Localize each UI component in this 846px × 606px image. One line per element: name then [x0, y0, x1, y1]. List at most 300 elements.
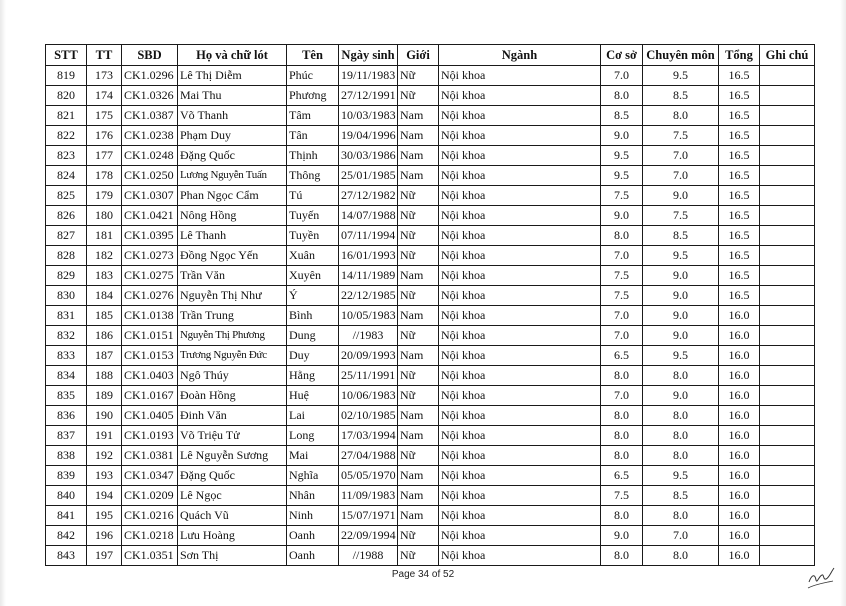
- cell-co-so: 7.5: [601, 286, 643, 306]
- table-row: [46, 186, 815, 206]
- cell-chuyen-mon: 7.0: [643, 166, 719, 186]
- cell-tt: 176: [87, 126, 122, 146]
- cell-co-so: 7.0: [601, 66, 643, 86]
- table-row: [46, 506, 815, 526]
- cell-tong: 16.0: [719, 326, 760, 346]
- header-ten: Tên: [287, 45, 339, 66]
- table-row: [46, 446, 815, 466]
- cell-tt: 175: [87, 106, 122, 126]
- cell-ten: Thông: [287, 166, 339, 186]
- cell-sbd: CK1.0403: [122, 366, 178, 386]
- cell-ho-va-chu-lot: Ngô Thúy: [178, 366, 287, 386]
- cell-ghi-chu: [760, 286, 815, 306]
- cell-tt: 195: [87, 506, 122, 526]
- handwritten-signature-icon: [806, 562, 836, 590]
- cell-ghi-chu: [760, 366, 815, 386]
- cell-gioi: Nam: [398, 166, 439, 186]
- cell-chuyen-mon: 8.0: [643, 506, 719, 526]
- cell-tong: 16.0: [719, 506, 760, 526]
- cell-gioi: Nam: [398, 266, 439, 286]
- cell-tong: 16.5: [719, 266, 760, 286]
- cell-sbd: CK1.0405: [122, 406, 178, 426]
- cell-ho-va-chu-lot: Quách Vũ: [178, 506, 287, 526]
- table-header-row: [46, 45, 815, 66]
- cell-ten: Nhân: [287, 486, 339, 506]
- cell-nganh: Nội khoa: [439, 386, 601, 406]
- cell-ten: Nghĩa: [287, 466, 339, 486]
- cell-tt: 192: [87, 446, 122, 466]
- cell-gioi: Nam: [398, 486, 439, 506]
- cell-ho-va-chu-lot: Lương Nguyễn Tuấn: [178, 166, 287, 186]
- cell-ngay-sinh: 14/07/1988: [339, 206, 398, 226]
- cell-ten: Xuân: [287, 246, 339, 266]
- cell-co-so: 9.0: [601, 526, 643, 546]
- cell-nganh: Nội khoa: [439, 306, 601, 326]
- cell-sbd: CK1.0193: [122, 426, 178, 446]
- cell-co-so: 6.5: [601, 346, 643, 366]
- cell-nganh: Nội khoa: [439, 146, 601, 166]
- cell-ghi-chu: [760, 266, 815, 286]
- cell-chuyen-mon: 7.0: [643, 526, 719, 546]
- cell-ghi-chu: [760, 486, 815, 506]
- cell-nganh: Nội khoa: [439, 86, 601, 106]
- cell-stt: 825: [46, 186, 87, 206]
- table-row: [46, 346, 815, 366]
- cell-gioi: Nam: [398, 126, 439, 146]
- cell-nganh: Nội khoa: [439, 66, 601, 86]
- cell-ngay-sinh: 10/05/1983: [339, 306, 398, 326]
- cell-tong: 16.0: [719, 366, 760, 386]
- cell-chuyen-mon: 7.5: [643, 126, 719, 146]
- cell-ghi-chu: [760, 506, 815, 526]
- cell-chuyen-mon: 9.5: [643, 466, 719, 486]
- cell-tong: 16.5: [719, 226, 760, 246]
- cell-sbd: CK1.0273: [122, 246, 178, 266]
- cell-ngay-sinh: 11/09/1983: [339, 486, 398, 506]
- cell-tt: 181: [87, 226, 122, 246]
- table-row: [46, 366, 815, 386]
- header-tong: Tổng: [719, 45, 760, 66]
- cell-stt: 833: [46, 346, 87, 366]
- cell-ngay-sinh: 17/03/1994: [339, 426, 398, 446]
- cell-ten: Thịnh: [287, 146, 339, 166]
- cell-co-so: 6.5: [601, 466, 643, 486]
- cell-ghi-chu: [760, 526, 815, 546]
- cell-chuyen-mon: 9.0: [643, 326, 719, 346]
- cell-tt: 189: [87, 386, 122, 406]
- cell-co-so: 7.5: [601, 266, 643, 286]
- cell-tt: 184: [87, 286, 122, 306]
- cell-stt: 838: [46, 446, 87, 466]
- cell-ghi-chu: [760, 86, 815, 106]
- cell-ho-va-chu-lot: Trương Nguyễn Đức: [178, 346, 287, 366]
- cell-sbd: CK1.0307: [122, 186, 178, 206]
- cell-stt: 835: [46, 386, 87, 406]
- cell-nganh: Nội khoa: [439, 326, 601, 346]
- cell-ngay-sinh: 19/11/1983: [339, 66, 398, 86]
- cell-gioi: Nam: [398, 146, 439, 166]
- cell-gioi: Nữ: [398, 386, 439, 406]
- cell-ghi-chu: [760, 186, 815, 206]
- cell-ngay-sinh: //1988: [339, 546, 398, 566]
- cell-co-so: 9.5: [601, 166, 643, 186]
- table-body: [46, 66, 815, 566]
- cell-stt: 830: [46, 286, 87, 306]
- cell-chuyen-mon: 9.5: [643, 246, 719, 266]
- cell-gioi: Nam: [398, 346, 439, 366]
- cell-gioi: Nam: [398, 306, 439, 326]
- cell-tt: 191: [87, 426, 122, 446]
- cell-ghi-chu: [760, 126, 815, 146]
- table-row: [46, 126, 815, 146]
- cell-ho-va-chu-lot: Nguyễn Thị Phương: [178, 326, 287, 346]
- cell-ngay-sinh: 15/07/1971: [339, 506, 398, 526]
- cell-tong: 16.0: [719, 526, 760, 546]
- cell-tong: 16.5: [719, 186, 760, 206]
- cell-ghi-chu: [760, 326, 815, 346]
- cell-ten: Tú: [287, 186, 339, 206]
- cell-ghi-chu: [760, 166, 815, 186]
- cell-chuyen-mon: 8.5: [643, 486, 719, 506]
- cell-tt: 193: [87, 466, 122, 486]
- cell-ngay-sinh: 22/12/1985: [339, 286, 398, 306]
- cell-chuyen-mon: 9.5: [643, 346, 719, 366]
- cell-co-so: 7.5: [601, 486, 643, 506]
- header-chuyen-mon: Chuyên môn: [643, 45, 719, 66]
- cell-ho-va-chu-lot: Lưu Hoàng: [178, 526, 287, 546]
- cell-stt: 822: [46, 126, 87, 146]
- cell-sbd: CK1.0381: [122, 446, 178, 466]
- cell-co-so: 8.0: [601, 226, 643, 246]
- cell-nganh: Nội khoa: [439, 166, 601, 186]
- cell-sbd: CK1.0387: [122, 106, 178, 126]
- cell-nganh: Nội khoa: [439, 466, 601, 486]
- cell-sbd: CK1.0167: [122, 386, 178, 406]
- cell-chuyen-mon: 9.0: [643, 386, 719, 406]
- header-ghi-chu: Ghi chú: [760, 45, 815, 66]
- cell-stt: 840: [46, 486, 87, 506]
- cell-nganh: Nội khoa: [439, 266, 601, 286]
- cell-sbd: CK1.0248: [122, 146, 178, 166]
- cell-ngay-sinh: 07/11/1994: [339, 226, 398, 246]
- header-gioi: Giới: [398, 45, 439, 66]
- cell-chuyen-mon: 8.0: [643, 446, 719, 466]
- cell-ghi-chu: [760, 246, 815, 266]
- cell-ten: Bình: [287, 306, 339, 326]
- cell-gioi: Nữ: [398, 546, 439, 566]
- cell-ho-va-chu-lot: Lê Nguyễn Sương: [178, 446, 287, 466]
- table-row: [46, 246, 815, 266]
- cell-nganh: Nội khoa: [439, 286, 601, 306]
- cell-ngay-sinh: 27/04/1988: [339, 446, 398, 466]
- cell-tt: 187: [87, 346, 122, 366]
- cell-ngay-sinh: 14/11/1989: [339, 266, 398, 286]
- cell-ho-va-chu-lot: Đồng Ngọc Yến: [178, 246, 287, 266]
- cell-ten: Tuyến: [287, 206, 339, 226]
- cell-co-so: 8.0: [601, 506, 643, 526]
- cell-ngay-sinh: 02/10/1985: [339, 406, 398, 426]
- table-row: [46, 166, 815, 186]
- cell-gioi: Nam: [398, 406, 439, 426]
- cell-ghi-chu: [760, 346, 815, 366]
- cell-chuyen-mon: 8.0: [643, 366, 719, 386]
- table-row: [46, 66, 815, 86]
- cell-tt: 177: [87, 146, 122, 166]
- cell-sbd: CK1.0153: [122, 346, 178, 366]
- cell-sbd: CK1.0218: [122, 526, 178, 546]
- cell-stt: 829: [46, 266, 87, 286]
- cell-sbd: CK1.0276: [122, 286, 178, 306]
- score-table: [45, 44, 815, 566]
- cell-chuyen-mon: 9.5: [643, 66, 719, 86]
- cell-ngay-sinh: //1983: [339, 326, 398, 346]
- cell-co-so: 8.5: [601, 106, 643, 126]
- header-nganh: Ngành: [439, 45, 601, 66]
- cell-co-so: 7.0: [601, 246, 643, 266]
- cell-ngay-sinh: 22/09/1994: [339, 526, 398, 546]
- cell-gioi: Nam: [398, 426, 439, 446]
- cell-stt: 841: [46, 506, 87, 526]
- header-tt: TT: [87, 45, 122, 66]
- cell-ten: Tuyền: [287, 226, 339, 246]
- cell-ho-va-chu-lot: Đoàn Hồng: [178, 386, 287, 406]
- cell-tt: 182: [87, 246, 122, 266]
- cell-ngay-sinh: 05/05/1970: [339, 466, 398, 486]
- cell-ho-va-chu-lot: Võ Triệu Tử: [178, 426, 287, 446]
- cell-ho-va-chu-lot: Mai Thu: [178, 86, 287, 106]
- cell-stt: 820: [46, 86, 87, 106]
- cell-nganh: Nội khoa: [439, 406, 601, 426]
- cell-tt: 173: [87, 66, 122, 86]
- cell-ngay-sinh: 10/03/1983: [339, 106, 398, 126]
- cell-nganh: Nội khoa: [439, 186, 601, 206]
- cell-tong: 16.5: [719, 106, 760, 126]
- table-row: [46, 326, 815, 346]
- cell-tong: 16.0: [719, 386, 760, 406]
- cell-stt: 828: [46, 246, 87, 266]
- table-row: [46, 386, 815, 406]
- table-row: [46, 266, 815, 286]
- cell-tt: 194: [87, 486, 122, 506]
- cell-co-so: 8.0: [601, 86, 643, 106]
- cell-ngay-sinh: 27/12/1982: [339, 186, 398, 206]
- cell-tt: 197: [87, 546, 122, 566]
- cell-tong: 16.0: [719, 346, 760, 366]
- cell-ho-va-chu-lot: Đặng Quốc: [178, 466, 287, 486]
- cell-tong: 16.5: [719, 126, 760, 146]
- cell-gioi: Nữ: [398, 186, 439, 206]
- cell-chuyen-mon: 9.0: [643, 306, 719, 326]
- header-ngay-sinh: Ngày sinh: [339, 45, 398, 66]
- cell-ghi-chu: [760, 446, 815, 466]
- cell-chuyen-mon: 8.0: [643, 406, 719, 426]
- cell-gioi: Nam: [398, 466, 439, 486]
- cell-co-so: 8.0: [601, 546, 643, 566]
- cell-tt: 179: [87, 186, 122, 206]
- cell-tong: 16.0: [719, 546, 760, 566]
- cell-ten: Dung: [287, 326, 339, 346]
- cell-chuyen-mon: 7.0: [643, 146, 719, 166]
- cell-sbd: CK1.0238: [122, 126, 178, 146]
- cell-tong: 16.5: [719, 86, 760, 106]
- cell-tong: 16.0: [719, 406, 760, 426]
- cell-ghi-chu: [760, 406, 815, 426]
- cell-nganh: Nội khoa: [439, 206, 601, 226]
- cell-stt: 821: [46, 106, 87, 126]
- cell-ho-va-chu-lot: Nông Hồng: [178, 206, 287, 226]
- cell-tong: 16.5: [719, 66, 760, 86]
- cell-co-so: 9.0: [601, 206, 643, 226]
- cell-stt: 824: [46, 166, 87, 186]
- cell-nganh: Nội khoa: [439, 106, 601, 126]
- cell-ho-va-chu-lot: Nguyễn Thị Như: [178, 286, 287, 306]
- cell-stt: 823: [46, 146, 87, 166]
- cell-ho-va-chu-lot: Đặng Quốc: [178, 146, 287, 166]
- cell-gioi: Nữ: [398, 326, 439, 346]
- cell-tt: 183: [87, 266, 122, 286]
- cell-gioi: Nữ: [398, 206, 439, 226]
- cell-ghi-chu: [760, 466, 815, 486]
- cell-tt: 186: [87, 326, 122, 346]
- cell-sbd: CK1.0216: [122, 506, 178, 526]
- cell-stt: 819: [46, 66, 87, 86]
- table-row: [46, 286, 815, 306]
- table-row: [46, 86, 815, 106]
- cell-ho-va-chu-lot: Sơn Thị: [178, 546, 287, 566]
- cell-tong: 16.0: [719, 446, 760, 466]
- cell-tt: 174: [87, 86, 122, 106]
- cell-ten: Ninh: [287, 506, 339, 526]
- cell-ho-va-chu-lot: Trần Trung: [178, 306, 287, 326]
- table-row: [46, 406, 815, 426]
- header-ho-va-chu-lot: Họ và chữ lót: [178, 45, 287, 66]
- cell-chuyen-mon: 8.0: [643, 106, 719, 126]
- cell-tt: 180: [87, 206, 122, 226]
- cell-tt: 178: [87, 166, 122, 186]
- cell-gioi: Nữ: [398, 66, 439, 86]
- cell-sbd: CK1.0347: [122, 466, 178, 486]
- cell-nganh: Nội khoa: [439, 486, 601, 506]
- cell-co-so: 9.0: [601, 126, 643, 146]
- cell-chuyen-mon: 7.5: [643, 206, 719, 226]
- cell-ngay-sinh: 16/01/1993: [339, 246, 398, 266]
- cell-sbd: CK1.0209: [122, 486, 178, 506]
- table-row: [46, 306, 815, 326]
- cell-ho-va-chu-lot: Lê Ngọc: [178, 486, 287, 506]
- table-row: [46, 146, 815, 166]
- header-co-so: Cơ sở: [601, 45, 643, 66]
- cell-sbd: CK1.0138: [122, 306, 178, 326]
- header-stt: STT: [46, 45, 87, 66]
- cell-stt: 826: [46, 206, 87, 226]
- cell-sbd: CK1.0351: [122, 546, 178, 566]
- table-row: [46, 546, 815, 566]
- cell-tong: 16.5: [719, 146, 760, 166]
- cell-ngay-sinh: 25/01/1985: [339, 166, 398, 186]
- cell-ho-va-chu-lot: Lê Thị Diễm: [178, 66, 287, 86]
- cell-co-so: 8.0: [601, 426, 643, 446]
- cell-sbd: CK1.0250: [122, 166, 178, 186]
- cell-tt: 188: [87, 366, 122, 386]
- cell-ngay-sinh: 25/11/1991: [339, 366, 398, 386]
- cell-gioi: Nữ: [398, 366, 439, 386]
- cell-ghi-chu: [760, 386, 815, 406]
- cell-gioi: Nữ: [398, 286, 439, 306]
- cell-ten: Tân: [287, 126, 339, 146]
- table-row: [46, 206, 815, 226]
- cell-tong: 16.0: [719, 426, 760, 446]
- cell-nganh: Nội khoa: [439, 426, 601, 446]
- cell-tong: 16.5: [719, 206, 760, 226]
- cell-tong: 16.0: [719, 486, 760, 506]
- table-row: [46, 106, 815, 126]
- cell-ten: Phúc: [287, 66, 339, 86]
- cell-stt: 834: [46, 366, 87, 386]
- cell-ho-va-chu-lot: Lê Thanh: [178, 226, 287, 246]
- cell-ten: Huệ: [287, 386, 339, 406]
- table-row: [46, 426, 815, 446]
- cell-nganh: Nội khoa: [439, 346, 601, 366]
- cell-stt: 839: [46, 466, 87, 486]
- cell-chuyen-mon: 9.0: [643, 266, 719, 286]
- cell-co-so: 7.5: [601, 186, 643, 206]
- table-row: [46, 486, 815, 506]
- cell-sbd: CK1.0151: [122, 326, 178, 346]
- cell-tt: 190: [87, 406, 122, 426]
- cell-ho-va-chu-lot: Phan Ngọc Cẩm: [178, 186, 287, 206]
- cell-ten: Oanh: [287, 546, 339, 566]
- cell-tong: 16.0: [719, 306, 760, 326]
- cell-stt: 827: [46, 226, 87, 246]
- cell-stt: 832: [46, 326, 87, 346]
- cell-nganh: Nội khoa: [439, 126, 601, 146]
- cell-nganh: Nội khoa: [439, 546, 601, 566]
- cell-ghi-chu: [760, 226, 815, 246]
- cell-chuyen-mon: 8.0: [643, 426, 719, 446]
- cell-chuyen-mon: 8.5: [643, 226, 719, 246]
- cell-tt: 185: [87, 306, 122, 326]
- cell-ten: Xuyên: [287, 266, 339, 286]
- cell-tong: 16.5: [719, 286, 760, 306]
- cell-tt: 196: [87, 526, 122, 546]
- cell-co-so: 8.0: [601, 406, 643, 426]
- cell-ngay-sinh: 19/04/1996: [339, 126, 398, 146]
- cell-tong: 16.5: [719, 166, 760, 186]
- cell-ngay-sinh: 30/03/1986: [339, 146, 398, 166]
- cell-chuyen-mon: 9.0: [643, 186, 719, 206]
- cell-nganh: Nội khoa: [439, 246, 601, 266]
- cell-ghi-chu: [760, 106, 815, 126]
- cell-ten: Mai: [287, 446, 339, 466]
- cell-ten: Tâm: [287, 106, 339, 126]
- cell-co-so: 7.0: [601, 386, 643, 406]
- cell-ho-va-chu-lot: Võ Thanh: [178, 106, 287, 126]
- cell-gioi: Nữ: [398, 526, 439, 546]
- cell-stt: 831: [46, 306, 87, 326]
- cell-ghi-chu: [760, 206, 815, 226]
- cell-ten: Duy: [287, 346, 339, 366]
- header-sbd: SBD: [122, 45, 178, 66]
- cell-nganh: Nội khoa: [439, 446, 601, 466]
- cell-stt: 842: [46, 526, 87, 546]
- cell-ten: Phương: [287, 86, 339, 106]
- cell-ghi-chu: [760, 66, 815, 86]
- cell-stt: 837: [46, 426, 87, 446]
- cell-sbd: CK1.0421: [122, 206, 178, 226]
- cell-ten: Oanh: [287, 526, 339, 546]
- cell-gioi: Nữ: [398, 226, 439, 246]
- cell-gioi: Nữ: [398, 246, 439, 266]
